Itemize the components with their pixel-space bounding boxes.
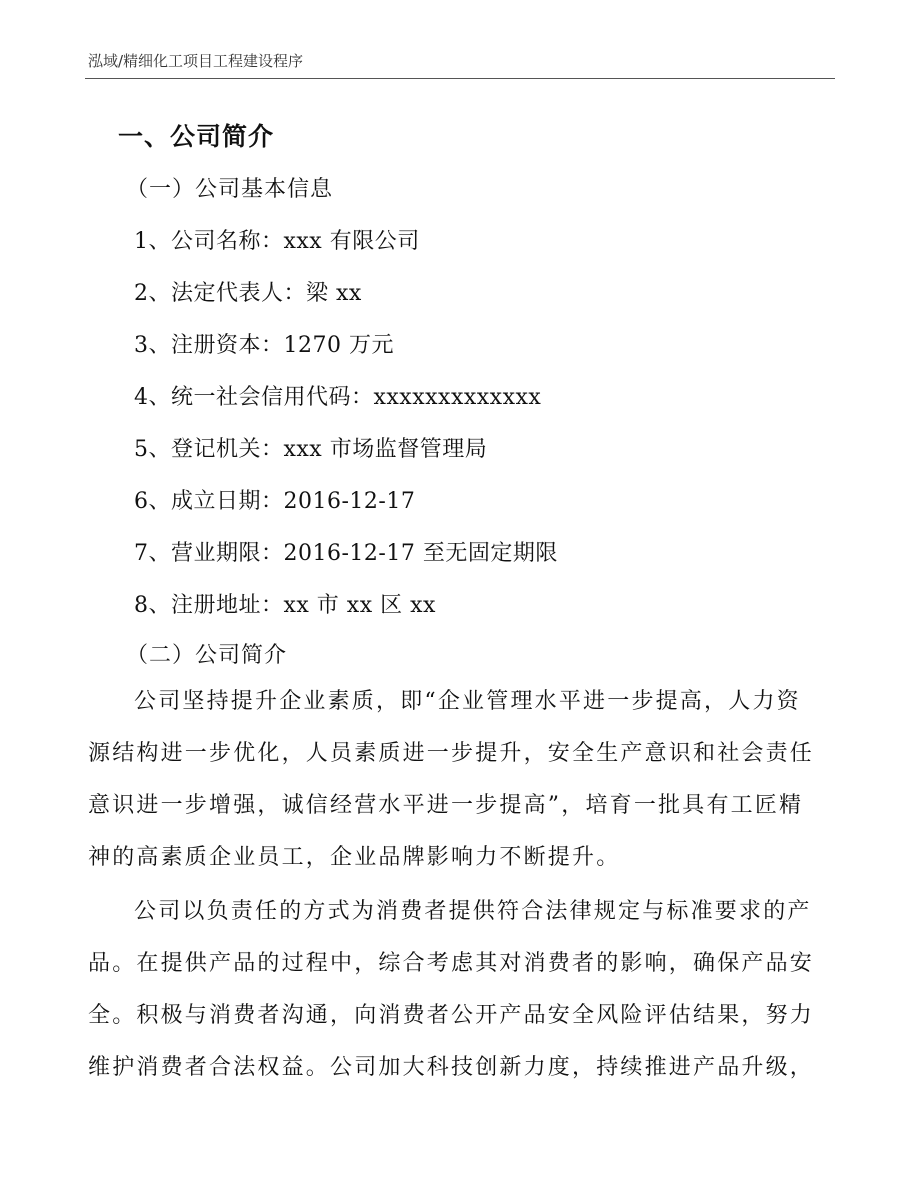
paragraph-line: 公司坚持提升企业素质，即“企业管理水平进一步提高，人力资 — [134, 689, 801, 714]
profile-paragraph-2 — [88, 886, 824, 1094]
info-registered-address: 8、注册地址：xx 市 xx 区 xx — [134, 593, 436, 618]
info-legal-representative: 2、法定代表人：梁 xx — [134, 281, 362, 306]
profile-heading: （二）公司简介 — [126, 643, 288, 668]
info-establishment-date: 6、成立日期：2016-12-17 — [134, 489, 416, 514]
paragraph-line: 源结构进一步优化，人员素质进一步提升，安全生产意识和社会责任 — [88, 741, 815, 766]
paragraph-line: 品。在提供产品的过程中，综合考虑其对消费者的影响，确保产品安 — [88, 951, 815, 976]
profile-paragraph-1 — [88, 676, 824, 884]
basic-info-heading: （一）公司基本信息 — [126, 177, 334, 202]
section-title: 一、公司简介 — [118, 122, 275, 151]
paragraph-line: 全。积极与消费者沟通，向消费者公开产品安全风险评估结果，努力 — [88, 1003, 815, 1028]
info-registered-capital: 3、注册资本：1270 万元 — [134, 333, 394, 358]
header-divider — [85, 78, 835, 79]
info-business-term: 7、营业期限：2016-12-17 至无固定期限 — [134, 541, 558, 566]
info-company-name: 1、公司名称：xxx 有限公司 — [134, 229, 420, 254]
info-credit-code: 4、统一社会信用代码：xxxxxxxxxxxxx — [134, 385, 542, 410]
info-registration-authority: 5、登记机关：xxx 市场监督管理局 — [134, 437, 488, 462]
paragraph-line: 维护消费者合法权益。公司加大科技创新力度，持续推进产品升级， — [88, 1055, 815, 1080]
paragraph-line: 公司以负责任的方式为消费者提供符合法律规定与标准要求的产 — [134, 899, 812, 924]
paragraph-line: 神的高素质企业员工，企业品牌影响力不断提升。 — [88, 845, 621, 870]
paragraph-line: 意识进一步增强，诚信经营水平进一步提高”，培育一批具有工匠精 — [88, 793, 804, 818]
running-header: 泓域/精细化工项目工程建设程序 — [88, 52, 304, 70]
